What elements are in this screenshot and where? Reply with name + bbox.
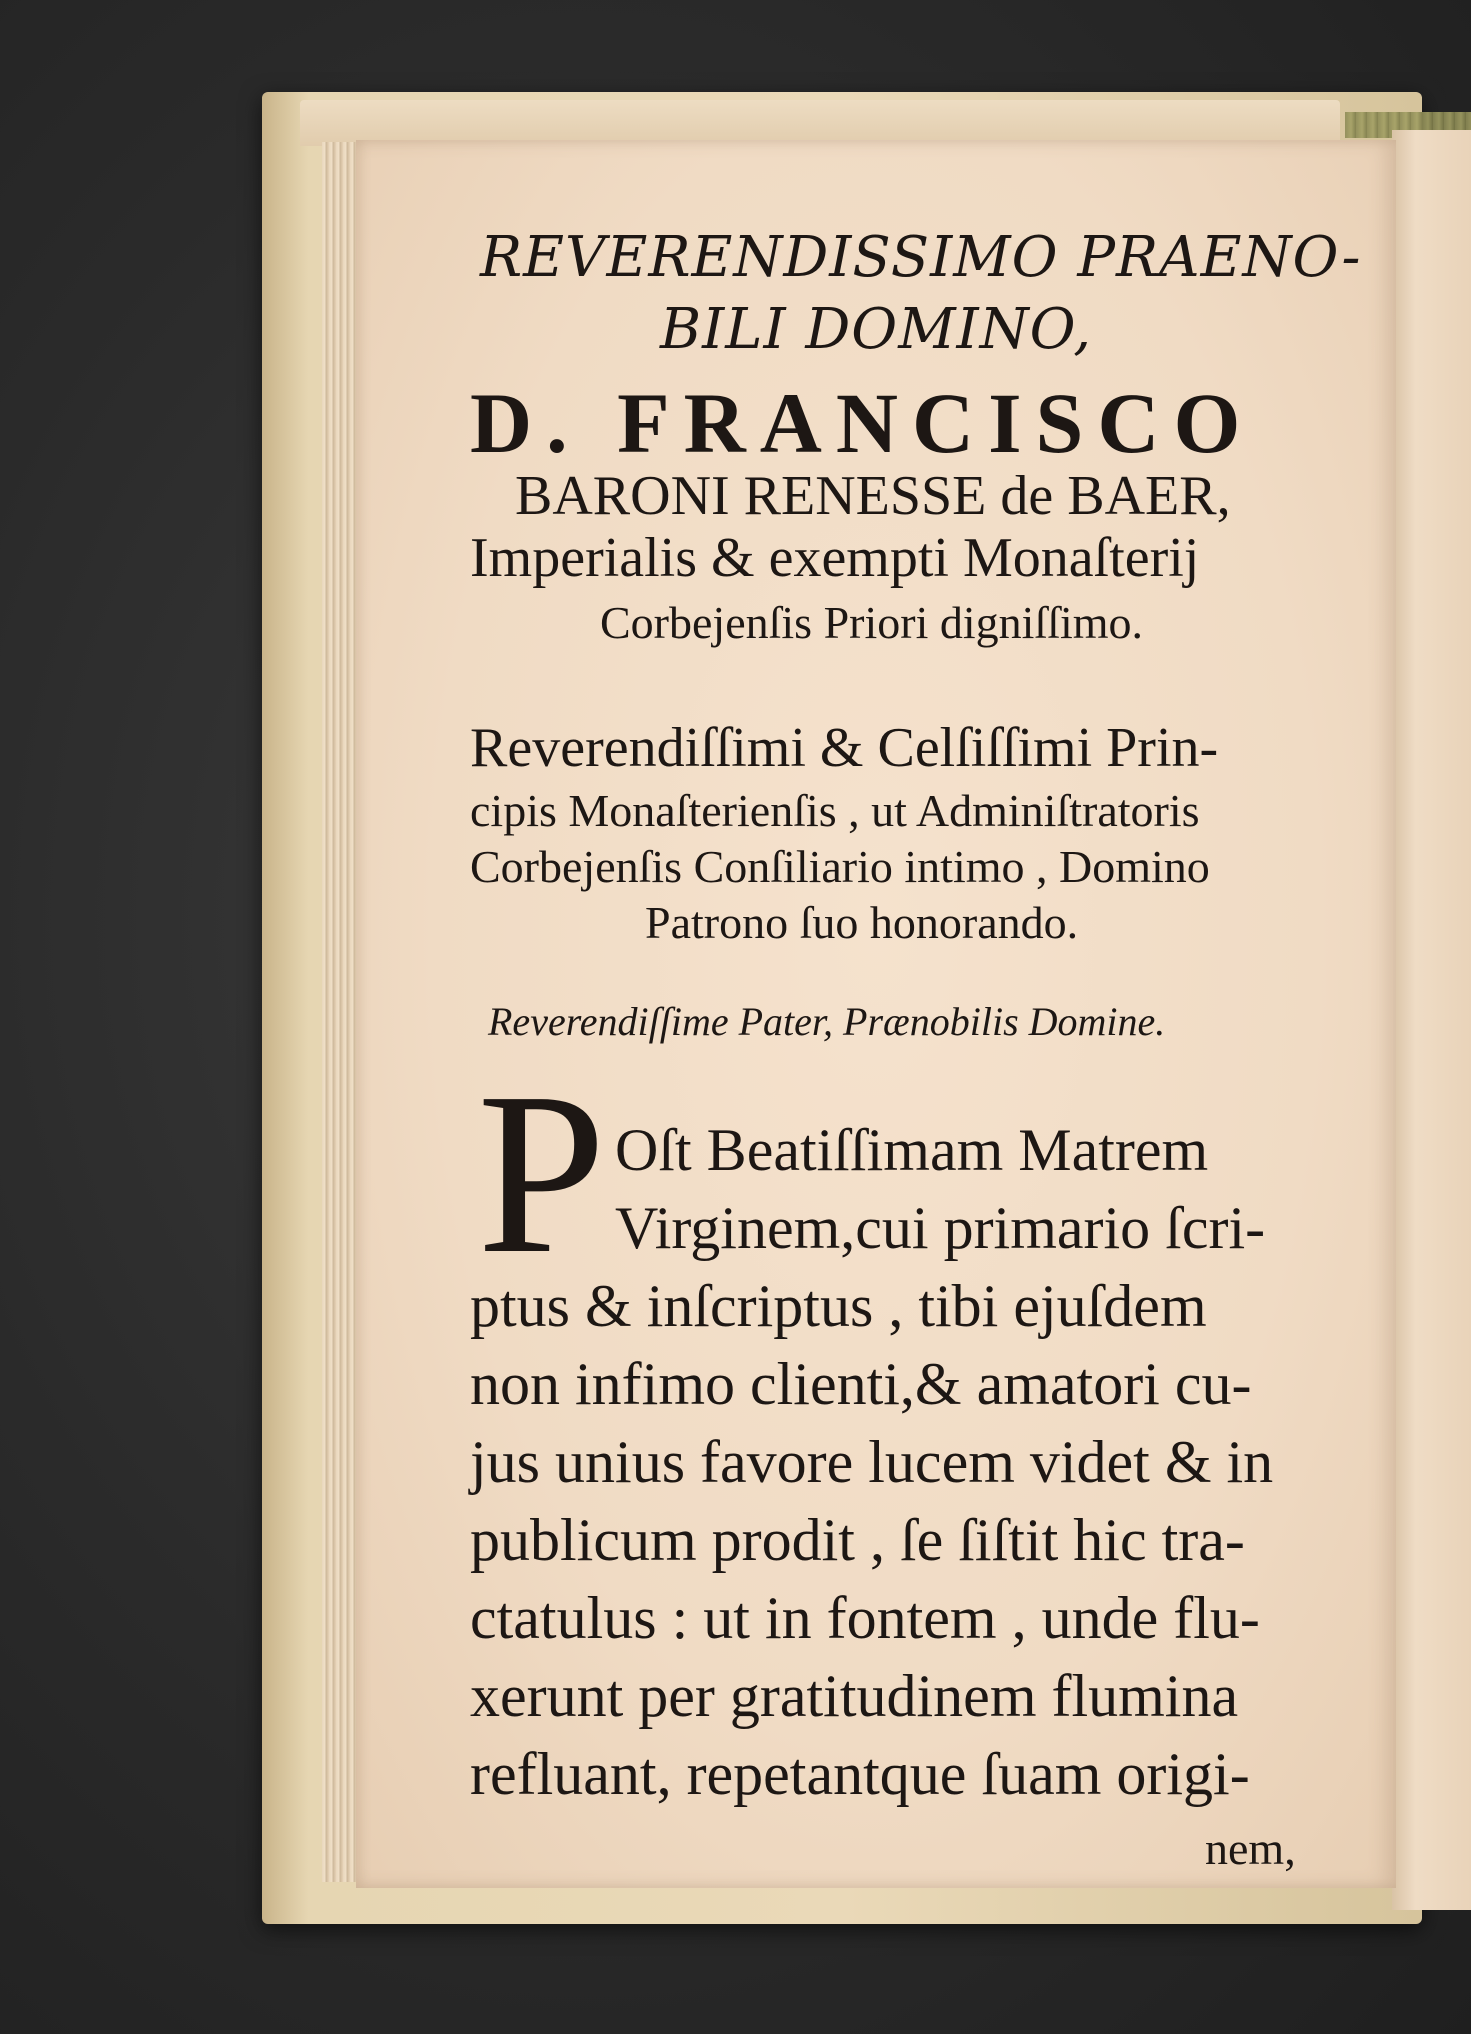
body-line: publicum prodit , ſe ſiſtit hic tra- xyxy=(470,1507,1245,1573)
catchword: nem, xyxy=(1205,1823,1296,1874)
body-line: jus unius favore lucem videt & in xyxy=(470,1429,1274,1495)
body-line: xerunt per gratitudinem flumina xyxy=(470,1663,1239,1729)
drop-cap: P xyxy=(477,1045,607,1302)
dedicatee-title-line: BARONI RENESSE de BAER, xyxy=(515,465,1231,527)
body-line: ptus & inſcriptus , tibi ejuſdem xyxy=(470,1273,1207,1339)
body-line: ctatulus : ut in fontem , unde flu- xyxy=(470,1585,1260,1651)
body-line: Virginem,cui primario ſcri- xyxy=(615,1195,1266,1261)
reverend-line4: Patrono ſuo honorando. xyxy=(645,897,1079,948)
facing-page-edge xyxy=(1392,130,1471,1910)
body-line: non infimo clienti,& amatori cu- xyxy=(470,1351,1252,1417)
dedicatee-name: D. FRANCISCO xyxy=(470,375,1255,471)
page-stack-edge xyxy=(322,142,360,1882)
body-line: refluant, repetantque ſuam origi- xyxy=(470,1741,1250,1807)
dedication-heading-line2: BILI DOMINO, xyxy=(660,297,1093,362)
imperial-line: Imperialis & exempti Monaſterij xyxy=(470,527,1200,589)
dedication-heading-line1: REVERENDISSIMO PRAENO- xyxy=(480,225,1362,290)
corbej-line: Corbejenſis Priori digniſſimo. xyxy=(600,597,1144,648)
body-line: Oſt Beatiſſimam Matrem xyxy=(615,1117,1209,1183)
reverend-line2: cipis Monaſterienſis , ut Adminiſtratoris xyxy=(470,785,1200,836)
reverend-line1: Reverendiſſimi & Celſiſſimi Prin- xyxy=(470,717,1219,779)
reverend-line3: Corbejenſis Conſiliario intimo , Domino xyxy=(470,841,1210,892)
salutation: Reverendiſſime Pater, Prænobilis Domine. xyxy=(488,999,1166,1044)
